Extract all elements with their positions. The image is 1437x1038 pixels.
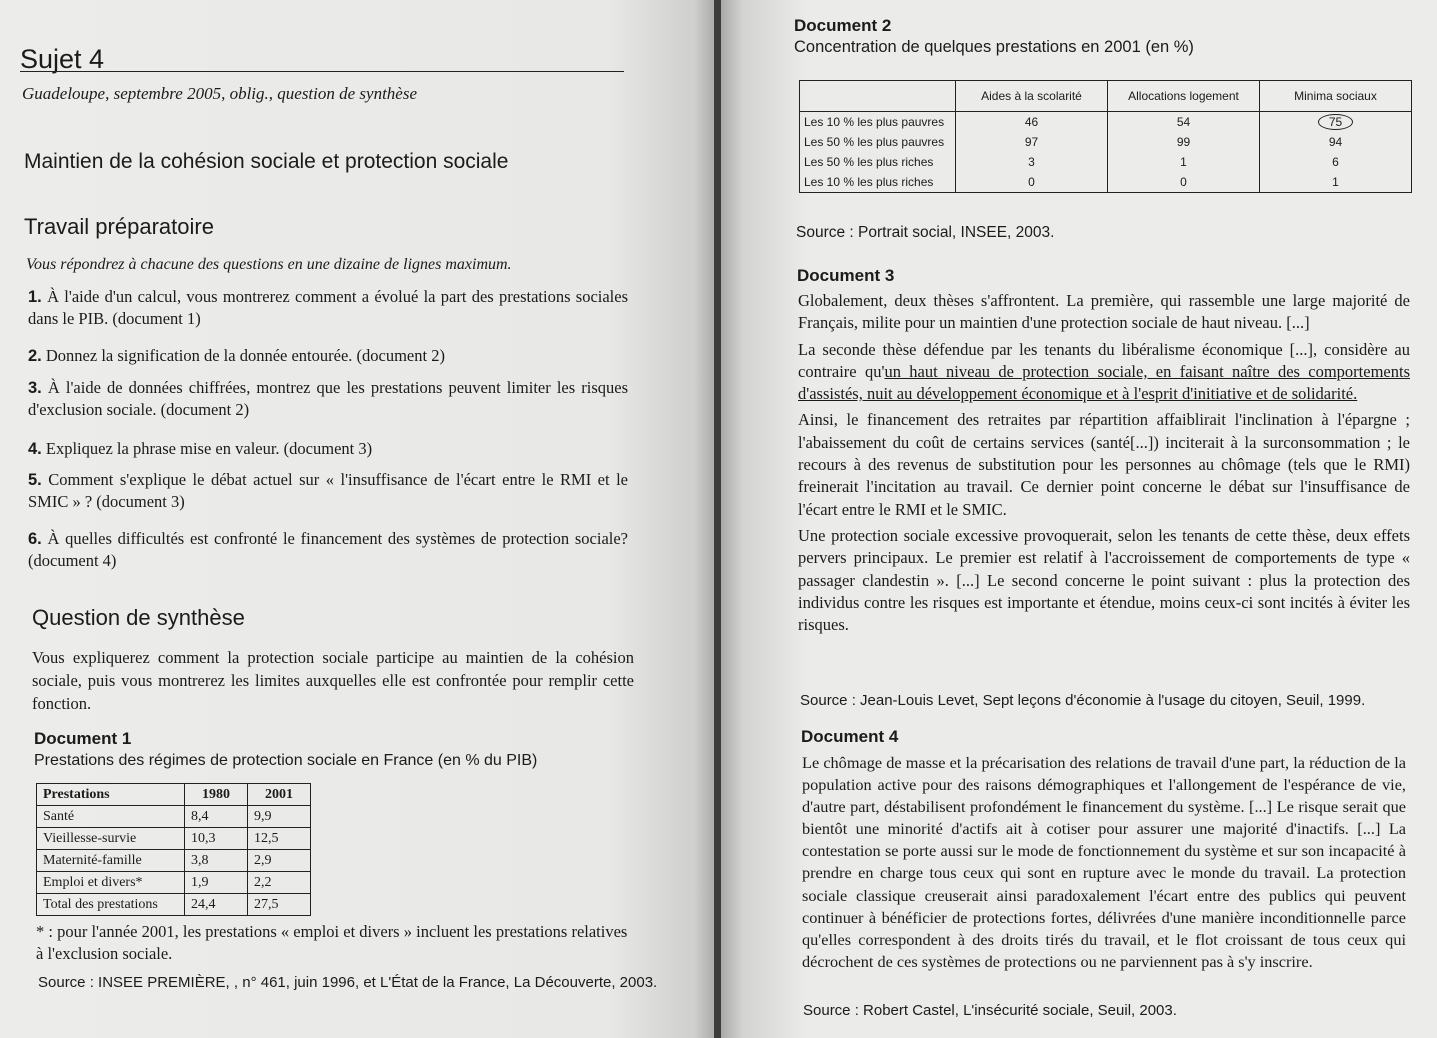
source-label: Source :: [796, 224, 859, 241]
table-row: [800, 112, 1412, 133]
doc4-heading: Document 4: [801, 727, 899, 746]
table-row: [800, 132, 1412, 152]
row-label: Vieillesse-survie: [37, 828, 185, 850]
table-cell: 1: [1260, 172, 1412, 193]
question-6: [28, 528, 628, 572]
doc1-heading: Document 1: [34, 729, 132, 748]
doc2-heading: Document 2: [794, 16, 892, 35]
question-number: 1.: [28, 288, 42, 306]
table-cell: 3,8: [185, 850, 248, 872]
table-cell: 97: [956, 132, 1108, 152]
doc3-paragraph-4: Une protection sociale excessive provoquerait, selon les tenants de cette thèse, deux effets pervers principaux. Le premier est relatif à l'accroissement de comportements de type « passager clandestin ». [...] Le second concerne le point suivant : plus la protection des individus contre les risques est importante et étendue, moins ceux-ci sont incités à éviter les risques.: [798, 525, 1410, 635]
table-row: [37, 828, 311, 850]
synthesis-text: Vous expliquerez comment la protection sociale participe au maintien de la cohésion sociale, puis vous montrerez les limites auxquelles elle est confrontée pour remplir cette fonction.: [32, 648, 634, 713]
column-header: 1980: [185, 784, 248, 806]
column-header: 2001: [248, 784, 311, 806]
table-cell: 9,9: [248, 806, 311, 828]
table-row: [37, 806, 311, 828]
table-cell: [1260, 112, 1412, 133]
table-cell: 54: [1108, 112, 1260, 133]
doc4-source: [803, 1002, 1177, 1019]
source-label: Source :: [800, 692, 861, 709]
table-cell: 27,5: [248, 894, 311, 916]
table-cell: 24,4: [185, 894, 248, 916]
prep-heading: Travail préparatoire: [24, 214, 214, 239]
question-number: 6.: [28, 530, 42, 548]
question-number: 2.: [28, 347, 42, 365]
source-label: Source :: [803, 1002, 864, 1019]
doc3-paragraph-1: Globalement, deux thèses s'affrontent. La première, qui rassemble une large majorité de Français, milite pour un maintien d'une protection sociale de haut niveau. [...]: [798, 291, 1410, 333]
table-header-row: [800, 81, 1412, 112]
doc3-source: [800, 692, 1365, 709]
table-cell: 1,9: [185, 872, 248, 894]
doc1-footnote: * : pour l'année 2001, les prestations « emploi et divers » incluent les prestations relatives à l'exclusion sociale.: [36, 922, 628, 963]
table-row: [37, 894, 311, 916]
table-row: [37, 850, 311, 872]
row-label: Santé: [37, 806, 185, 828]
doc2-source: [796, 224, 1054, 242]
doc3-body: [798, 290, 1410, 640]
question-text: Expliquez la phrase mise en valeur. (document 3): [45, 439, 373, 458]
doc3-paragraph-3: Ainsi, le financement des retraites par répartition affaiblirait l'inclination à l'épargne ; l'abaissement du coût de certains services (santé[...]) inciterait à la surconsommation ; le recours à des revenus de substitution pour les personnes au chômage (tels que le RMI) freinerait l'incitation au travail. Ce dernier point concerne le débat sur l'insuffisance de l'écart entre le RMI et le SMIC.: [798, 410, 1410, 519]
highlighted-sentence: un haut niveau de protection sociale, en faisant naître des comportements d'assistés, nuit au développement économique et à l'esprit d'initiative et de solidarité.: [798, 361, 1411, 404]
table-cell: 10,3: [185, 828, 248, 850]
table-cell: 94: [1260, 132, 1412, 152]
table-header-row: [37, 784, 311, 806]
doc2-table: [799, 80, 1412, 193]
table-cell: 3: [956, 152, 1108, 172]
source-text: Jean-Louis Levet, Sept leçons d'économie à l'usage du citoyen, Seuil, 1999.: [860, 692, 1366, 709]
synthesis-heading: Question de synthèse: [32, 605, 245, 630]
row-label: Les 10 % les plus pauvres: [800, 112, 956, 133]
subject-subtitle: Guadeloupe, septembre 2005, oblig., question de synthèse: [22, 84, 418, 103]
table-cell: 2,9: [248, 850, 311, 872]
question-3: [28, 377, 628, 421]
question-text: À l'aide d'un calcul, vous montrerez comment a évolué la part des prestations sociales dans le PIB. (document 1): [28, 287, 629, 328]
doc4-body: Le chômage de masse et la précarisation des relations de travail d'une part, la réduction de la population active pour des raisons démographiques et l'allongement de l'espérance de vie, d'autre part, déstabilisent profondément le financement du système. [...] Le risque serait que bientôt une minorité d'actifs ait à cotiser pour assurer une majorité d'inactifs. [...] La contestation se porte aussi sur le mode de fonctionnement du système et sur son incapacité à prendre en charge tous ceux qui sont en rupture avec le monde du travail. La protection sociale classique creuserait ainsi paradoxalement l'écart entre des publics qui peuvent continuer à bénéficier de protections fortes, délivrées d'une manière inconditionnelle parce qu'elles correspondent à des droits tirés du travail, et le flot croissant de tous ceux qui décrochent de ces systèmes de protections ou ne parviennent pas à s'y inscrire.: [802, 753, 1406, 971]
source-text: INSEE PREMIÈRE, , n° 461, juin 1996, et L'État de la France, La Découverte, 2003.: [98, 974, 658, 991]
subject-title: Sujet 4: [20, 44, 105, 74]
doc1-source: [38, 974, 657, 991]
question-number: 5.: [28, 471, 42, 489]
circled-value: 75: [1318, 114, 1353, 130]
question-number: 4.: [28, 440, 42, 458]
table-cell: 0: [956, 172, 1108, 193]
source-text: Robert Castel, L'insécurité sociale, Seuil, 2003.: [863, 1002, 1177, 1019]
question-5: [28, 469, 628, 513]
doc3-p2-start: La seconde thèse défendue par les tenants du libéralisme économique [...], considère au contraire qu': [798, 339, 1410, 381]
question-text: À l'aide de données chiffrées, montrez que les prestations peuvent limiter les risques d'exclusion sociale. (document 2): [28, 378, 628, 419]
question-1: [28, 286, 628, 330]
table-cell: 6: [1260, 152, 1412, 172]
question-text: Comment s'explique le débat actuel sur « l'insuffisance de l'écart entre le RMI et le SMIC » ? (document 3): [28, 470, 629, 511]
column-header: Prestations: [37, 784, 185, 806]
table-cell: 8,4: [185, 806, 248, 828]
row-label: Les 50 % les plus riches: [800, 152, 956, 172]
column-header: [800, 81, 956, 112]
table-cell: 99: [1108, 132, 1260, 152]
source-label: Source :: [38, 974, 99, 991]
table-cell: 46: [956, 112, 1108, 133]
row-label: Total des prestations: [37, 894, 185, 916]
row-label: Les 50 % les plus pauvres: [800, 132, 956, 152]
column-header: Aides à la scolarité: [956, 81, 1108, 112]
source-text: Portrait social, INSEE, 2003.: [858, 224, 1055, 241]
column-header: Minima sociaux: [1260, 81, 1412, 112]
title-rule: [20, 71, 624, 72]
main-title: Maintien de la cohésion sociale et protection sociale: [24, 150, 509, 173]
table-cell: 12,5: [248, 828, 311, 850]
question-2: [28, 345, 628, 367]
question-text: Donnez la signification de la donnée entourée. (document 2): [45, 346, 445, 365]
table-row: [800, 152, 1412, 172]
doc1-table: [36, 783, 311, 916]
table-cell: 0: [1108, 172, 1260, 193]
table-cell: 1: [1108, 152, 1260, 172]
row-label: Les 10 % les plus riches: [800, 172, 956, 193]
column-header: Allocations logement: [1108, 81, 1260, 112]
right-page: [721, 0, 1437, 1038]
question-text: À quelles difficultés est confronté le financement des systèmes de protection sociale? (document 4): [28, 529, 628, 570]
instructions: Vous répondrez à chacune des questions en une dizaine de lignes maximum.: [26, 256, 512, 273]
doc1-title: Prestations des régimes de protection sociale en France (en % du PIB): [34, 752, 538, 769]
question-number: 3.: [28, 379, 42, 397]
question-4: [28, 438, 628, 460]
table-row: [37, 872, 311, 894]
table-cell: 2,2: [248, 872, 311, 894]
doc3-heading: Document 3: [797, 266, 895, 285]
doc2-title: Concentration de quelques prestations en 2001 (en %): [794, 38, 1194, 56]
table-row: [800, 172, 1412, 193]
left-page: [0, 0, 716, 1038]
doc3-paragraph-2: [798, 339, 1410, 406]
row-label: Emploi et divers*: [37, 872, 185, 894]
row-label: Maternité-famille: [37, 850, 185, 872]
